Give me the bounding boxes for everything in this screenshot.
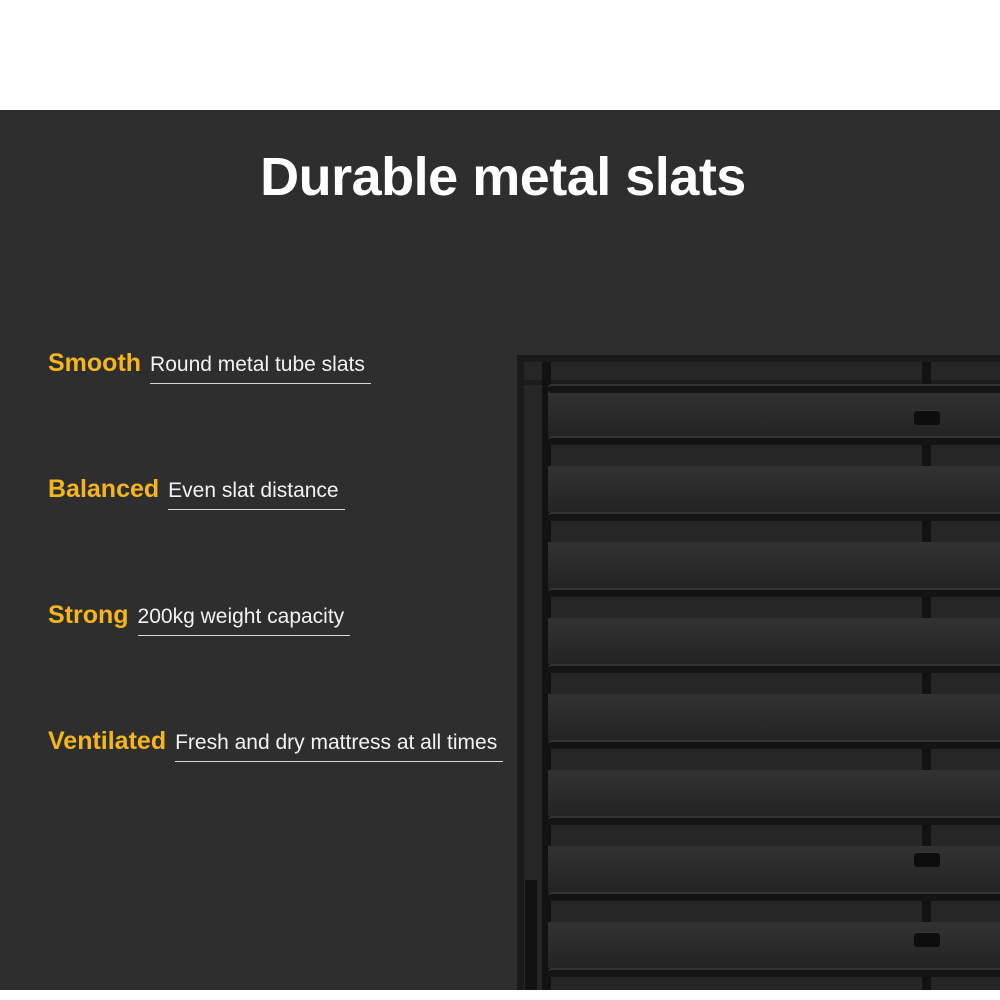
metal-slat [548,740,1000,749]
feature-key: Strong [48,601,129,629]
metal-slat [548,892,1000,901]
slat-clamp [914,410,940,425]
list-item [48,476,568,602]
feature-value: Even slat distance [168,479,338,510]
bed-leg-post [525,880,537,990]
metal-slat [548,588,1000,597]
feature-key: Balanced [48,475,160,503]
list-item [48,728,568,854]
slat-clamp [914,852,940,867]
dark-panel [0,110,1000,990]
slat-gap [548,694,1000,740]
slat-gap [548,542,1000,588]
metal-slat [548,384,1000,393]
top-margin [0,0,1000,110]
metal-slat [548,436,1000,445]
metal-slat [548,816,1000,825]
slat-gap [548,618,1000,664]
slat-gap [548,770,1000,816]
feature-value: 200kg weight capacity [138,605,345,636]
bed-frame [517,355,1000,990]
feature-key: Ventilated [48,727,167,755]
metal-slat [548,664,1000,673]
feature-key: Smooth [48,349,142,377]
metal-slat [548,968,1000,977]
list-item [48,350,568,476]
metal-slat [548,512,1000,521]
feature-list [48,350,568,854]
slat-clamp [914,932,940,947]
metal-slat-bed-base-image [505,240,1000,990]
slat-gap [548,466,1000,512]
list-item [48,602,568,728]
feature-value: Fresh and dry mattress at all times [175,731,497,762]
page-title: Durable metal slats [260,147,746,207]
feature-value: Round metal tube slats [150,353,365,384]
bottom-margin [0,990,1000,1000]
